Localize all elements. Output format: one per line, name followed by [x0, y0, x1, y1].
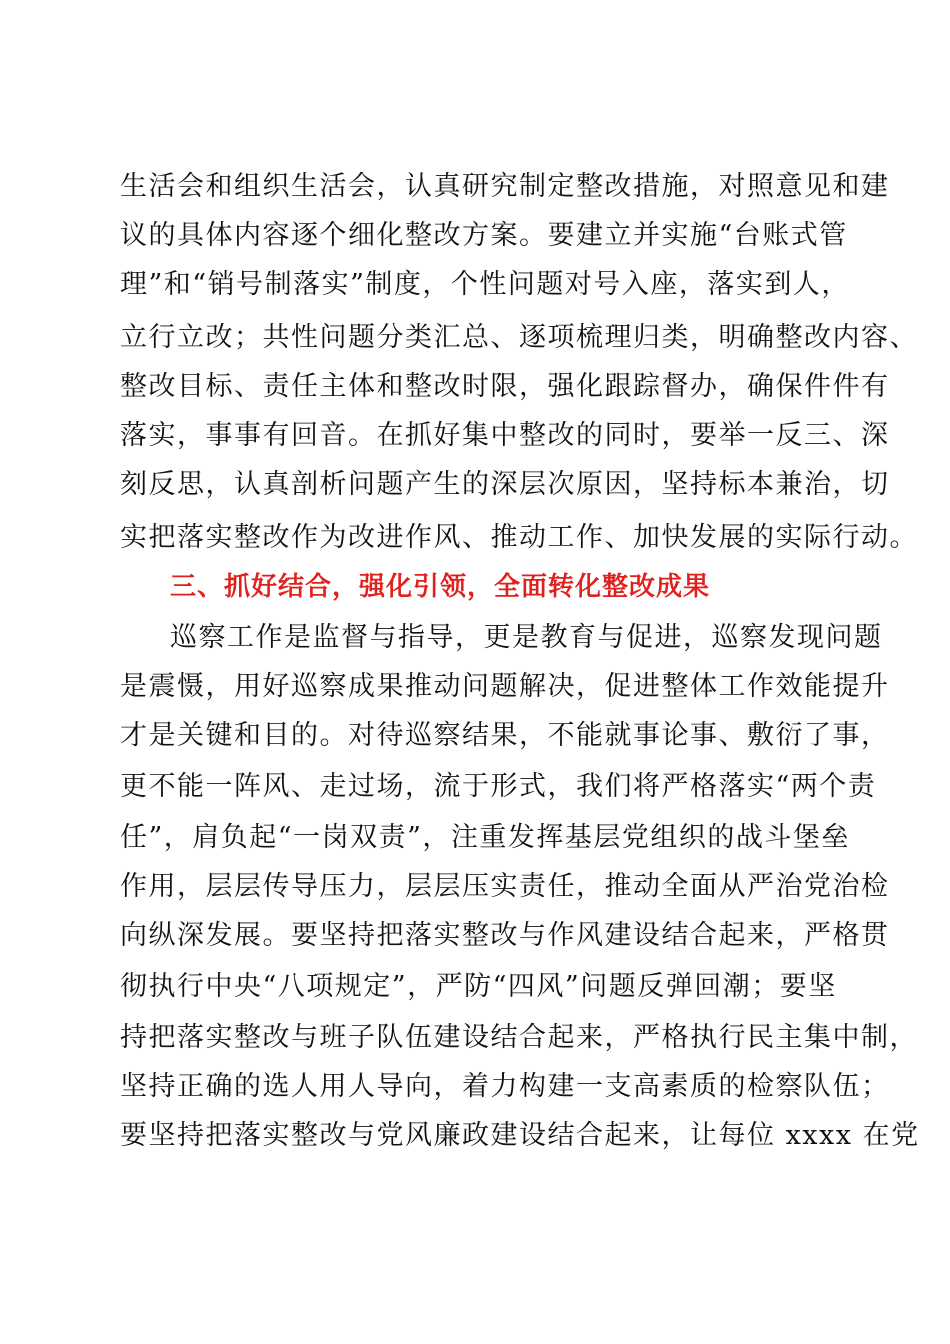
body-text-line: 落实，事事有回音。在抓好集中整改的同时，要举一反三、深: [120, 420, 890, 451]
body-text-line: 作用，层层传导压力，层层压实责任，推动全面从严治党治检: [120, 871, 890, 902]
body-text-line: 是震慑，用好巡察成果推动问题解决，促进整体工作效能提升: [120, 671, 890, 702]
section-heading: 三、抓好结合，强化引领，全面转化整改成果: [170, 572, 711, 602]
body-text-line: 巡察工作是监督与指导，更是教育与促进，巡察发现问题: [170, 622, 883, 653]
body-text-line: 持把落实整改与班子队伍建设结合起来，严格执行民主集中制，: [120, 1022, 918, 1053]
body-text-line: 理”和“销号制落实”制度，个性问题对号入座，落实到人，: [120, 269, 850, 300]
body-text-line: 向纵深发展。要坚持把落实整改与作风建设结合起来，严格贯: [120, 920, 890, 951]
body-text-line: 整改目标、责任主体和整改时限，强化跟踪督办，确保件件有: [120, 371, 890, 402]
body-text-line: 生活会和组织生活会，认真研究制定整改措施，对照意见和建: [120, 171, 890, 202]
body-text-line: 实把落实整改作为改进作风、推动工作、加快发展的实际行动。: [120, 522, 918, 553]
body-text-line: 要坚持把落实整改与党风廉政建设结合起来，让每位 xxxx 在党: [120, 1120, 920, 1151]
body-text-line: 坚持正确的选人用人导向，着力构建一支高素质的检察队伍；: [120, 1071, 890, 1102]
body-text-line: 立行立改；共性问题分类汇总、逐项梳理归类，明确整改内容、: [120, 322, 918, 353]
body-text-line: 彻执行中央“八项规定”，严防“四风”问题反弹回潮；要坚: [120, 971, 837, 1002]
body-text-line: 才是关键和目的。对待巡察结果，不能就事论事、敷衍了事，: [120, 720, 890, 751]
body-text-line: 刻反思，认真剖析问题产生的深层次原因，坚持标本兼治，切: [120, 469, 890, 500]
body-text-line: 议的具体内容逐个细化整改方案。要建立并实施“台账式管: [120, 220, 848, 251]
body-text-line: 更不能一阵风、走过场，流于形式，我们将严格落实“两个责: [120, 771, 877, 802]
body-text-line: 任”，肩负起“一岗双责”，注重发挥基层党组织的战斗堡垒: [120, 822, 850, 853]
